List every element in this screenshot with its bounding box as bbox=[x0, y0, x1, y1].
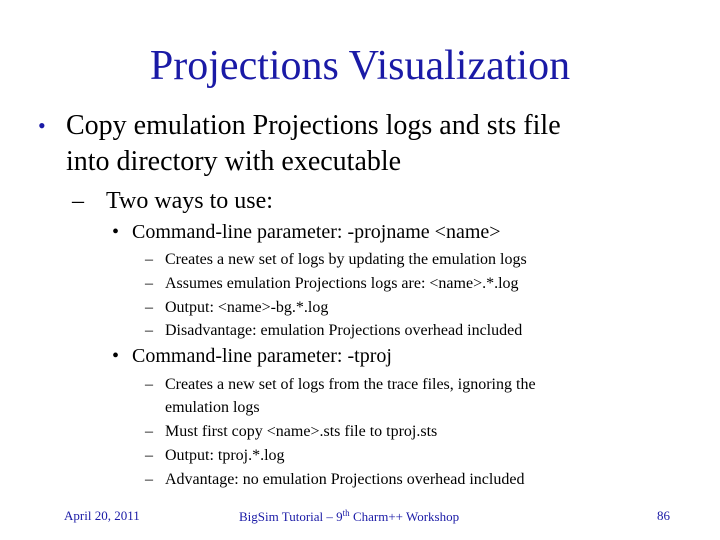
dash-marker: – bbox=[145, 299, 153, 316]
footer-title-suffix: Charm++ Workshop bbox=[349, 509, 460, 524]
page-number: 86 bbox=[657, 508, 670, 523]
dash-marker: – bbox=[145, 275, 153, 292]
dash-marker: – bbox=[145, 322, 153, 339]
detail-text: Output: <name>-bg.*.log bbox=[165, 299, 329, 316]
footer-title bbox=[239, 508, 459, 525]
detail-text: Must first copy <name>.sts file to tproj.sts bbox=[165, 423, 438, 440]
slide-title: Projections Visualization bbox=[149, 43, 571, 89]
dash-marker: – bbox=[72, 188, 84, 214]
detail-text: Output: tproj.*.log bbox=[165, 447, 285, 464]
main-bullet-text bbox=[66, 108, 676, 180]
detail-continuation-text: emulation logs bbox=[165, 399, 260, 416]
bullet-marker: • bbox=[112, 345, 120, 367]
dash-marker: – bbox=[145, 423, 153, 440]
dash-marker: – bbox=[145, 447, 153, 464]
sub-bullet-text: Two ways to use: bbox=[106, 188, 273, 214]
footer-title-superscript: th bbox=[342, 508, 350, 518]
footer-date: April 20, 2011 bbox=[64, 508, 140, 523]
main-bullet-line-2: into directory with executable bbox=[66, 146, 402, 177]
bullet-marker: • bbox=[38, 113, 46, 138]
dash-marker: – bbox=[145, 471, 153, 488]
footer-title-prefix: BigSim Tutorial – 9 bbox=[239, 509, 343, 524]
detail-text: Assumes emulation Projections logs are: <name>.*.log bbox=[165, 275, 519, 292]
detail-text: Creates a new set of logs from the trace files, ignoring the bbox=[165, 376, 536, 393]
dash-marker: – bbox=[145, 376, 153, 393]
main-bullet-line-1: Copy emulation Projections logs and sts file bbox=[66, 110, 561, 141]
detail-text: Creates a new set of logs by updating the emulation logs bbox=[165, 251, 527, 268]
option-projname-text: Command-line parameter: -projname <name> bbox=[132, 221, 501, 243]
detail-text: Disadvantage: emulation Projections overhead included bbox=[165, 322, 523, 339]
dash-marker: – bbox=[145, 251, 153, 268]
bullet-marker: • bbox=[112, 221, 120, 243]
option-tproj-text: Command-line parameter: -tproj bbox=[132, 345, 392, 367]
detail-text: Advantage: no emulation Projections overhead included bbox=[165, 471, 525, 488]
